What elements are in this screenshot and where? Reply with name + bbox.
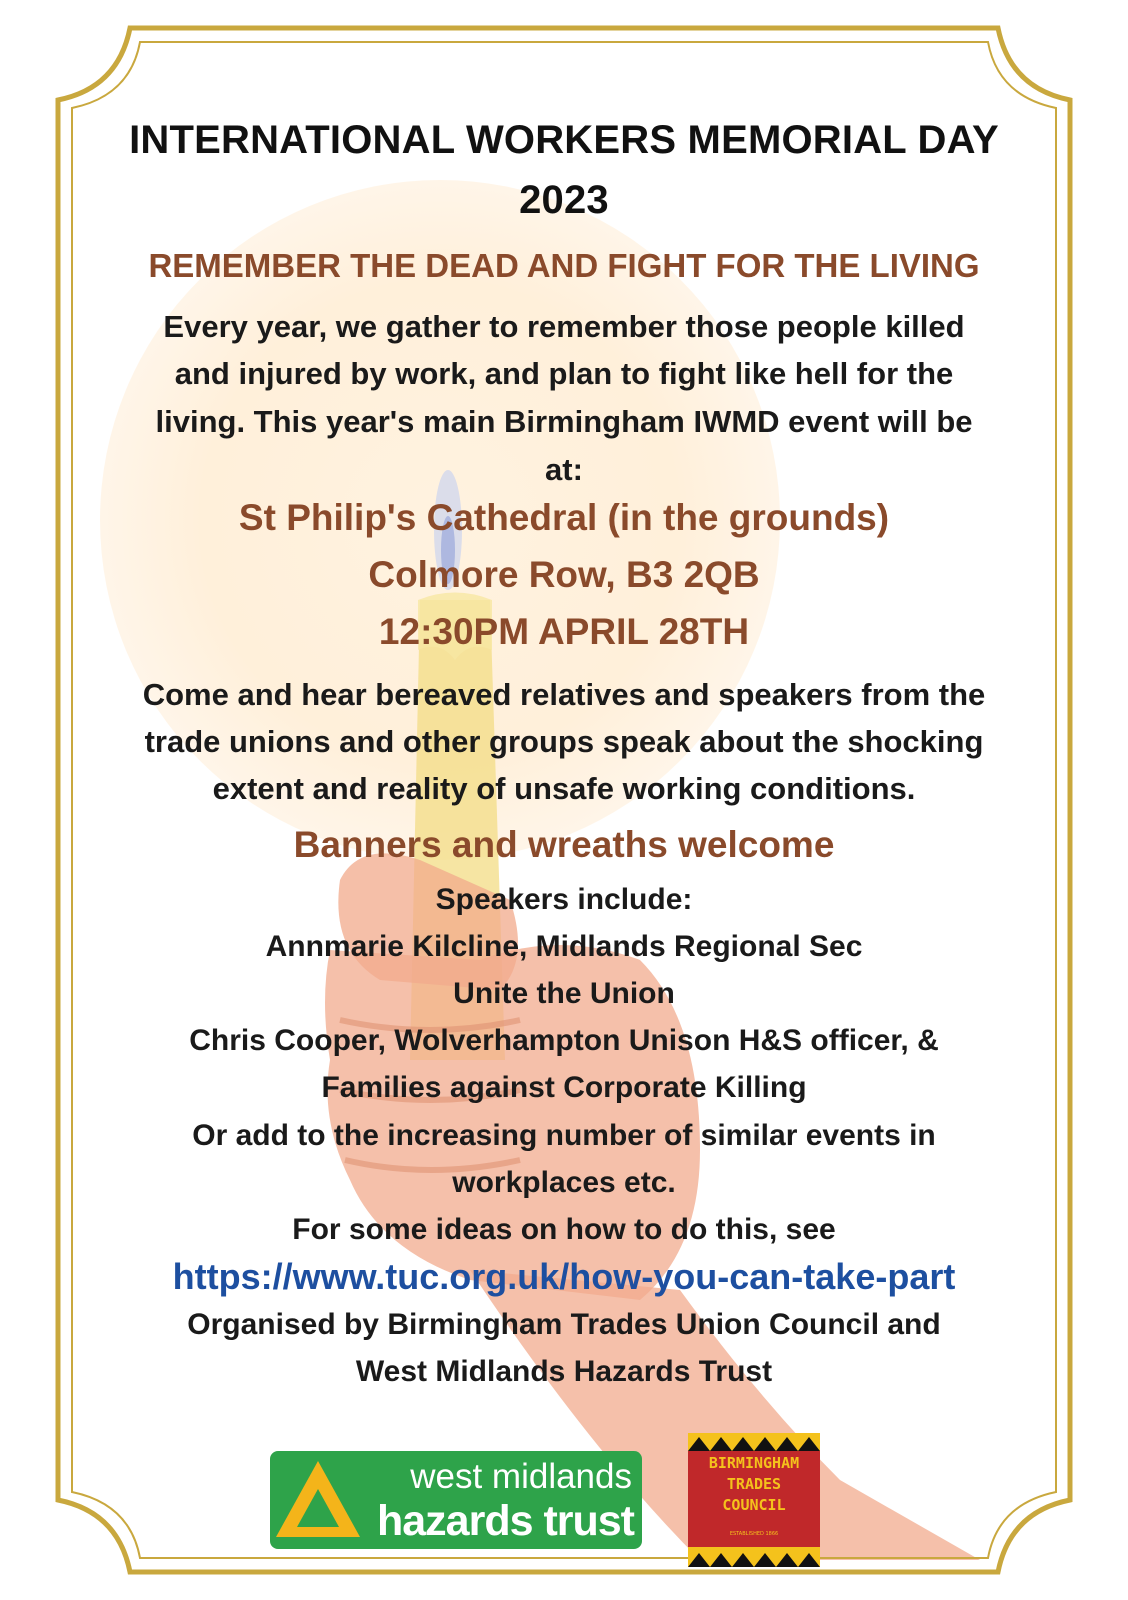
btc-line-3: COUNCIL — [722, 1496, 786, 1514]
zigzag-band-bottom — [688, 1547, 820, 1567]
hazards-trust-logo — [270, 1451, 642, 1549]
invite-line-2: trade unions and other groups speak about the shocking — [144, 724, 984, 759]
events-line-2: workplaces etc. — [452, 1166, 676, 1199]
venue-place: St Philip's Cathedral (in the grounds) — [238, 497, 890, 538]
invite-line-3: extent and reality of unsafe working conditions. — [212, 771, 916, 806]
trades-council-logo — [688, 1433, 820, 1567]
hazards-logo-top-text: west midlands — [410, 1457, 632, 1496]
speaker-line-2: Unite the Union — [453, 977, 675, 1010]
organisers-line-2: West Midlands Hazards Trust — [355, 1355, 773, 1388]
intro-line-2: and injured by work, and plan to fight like hell for the — [174, 356, 954, 391]
btc-line-1: BIRMINGHAM — [708, 1454, 800, 1472]
hazards-logo-bottom-text: hazards trust — [376, 1497, 634, 1545]
event-time: 12:30PM APRIL 28TH — [378, 611, 750, 652]
btc-line-2: TRADES — [726, 1475, 782, 1493]
ideas-line: For some ideas on how to do this, see — [292, 1213, 836, 1246]
title-line-2: 2023 — [519, 178, 609, 222]
tagline: REMEMBER THE DEAD AND FIGHT FOR THE LIVING — [148, 247, 980, 284]
speaker-line-3: Chris Cooper, Wolverhampton Unison H&S officer, & — [189, 1024, 939, 1057]
venue-address: Colmore Row, B3 2QB — [368, 554, 760, 595]
intro-line-3: living. This year's main Birmingham IWMD event will be — [155, 404, 973, 439]
invite-line-1: Come and hear bereaved relatives and speakers from the — [142, 677, 986, 712]
btc-established: ESTABLISHED 1866 — [729, 1531, 779, 1537]
speaker-line-4: Families against Corporate Killing — [321, 1071, 807, 1104]
title-line-1: INTERNATIONAL WORKERS MEMORIAL DAY — [129, 118, 999, 162]
events-line-1: Or add to the increasing number of similar events in — [192, 1119, 936, 1152]
intro-line-4: at: — [545, 452, 583, 487]
speakers-heading: Speakers include: — [435, 883, 693, 916]
banners-welcome: Banners and wreaths welcome — [293, 824, 835, 865]
intro-line-1: Every year, we gather to remember those people killed — [163, 309, 965, 344]
warning-triangle-icon — [270, 1451, 370, 1549]
tuc-link[interactable]: https://www.tuc.org.uk/how-you-can-take-part — [172, 1256, 956, 1297]
zigzag-band-top — [688, 1433, 820, 1451]
speaker-line-1: Annmarie Kilcline, Midlands Regional Sec — [265, 930, 863, 963]
organisers-line-1: Organised by Birmingham Trades Union Council and — [187, 1308, 941, 1341]
